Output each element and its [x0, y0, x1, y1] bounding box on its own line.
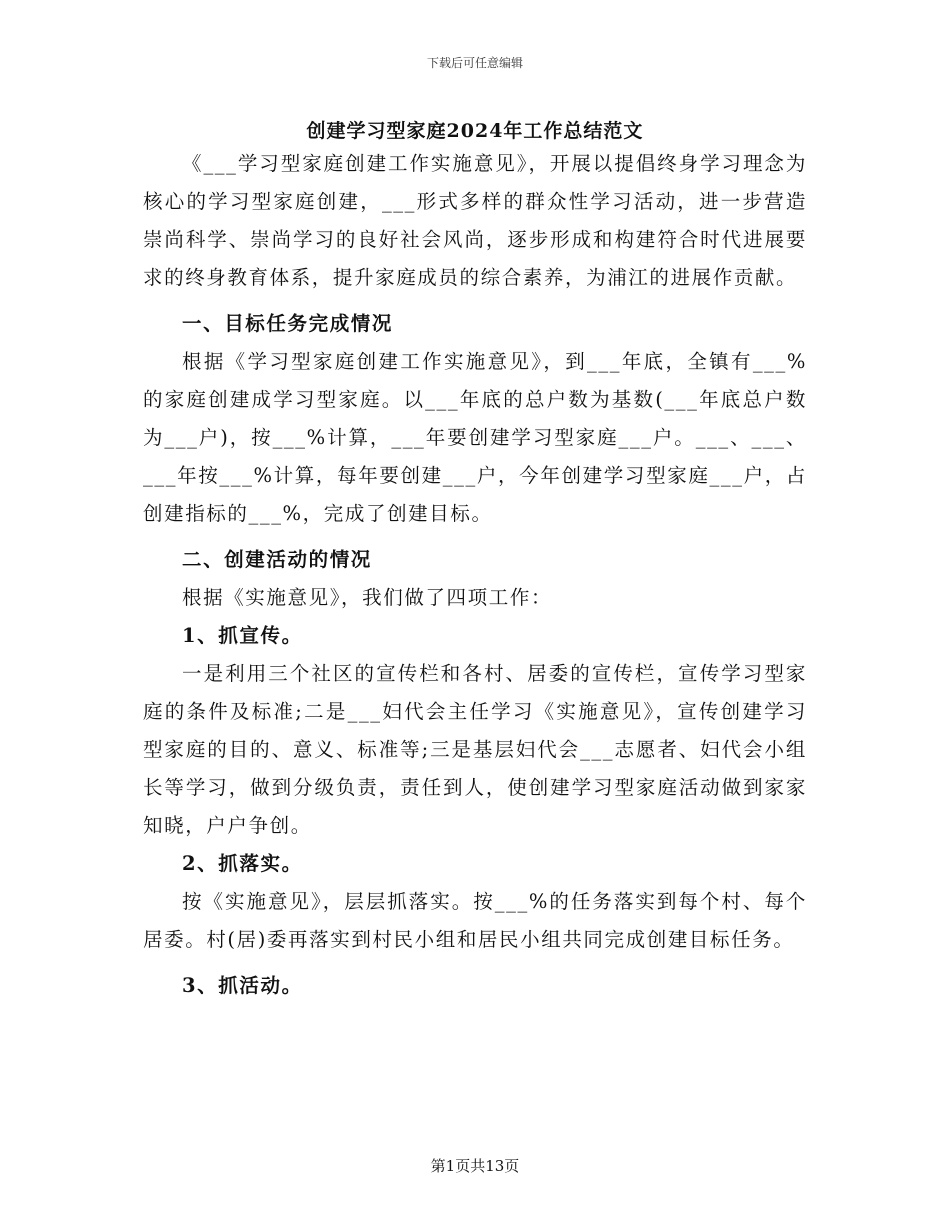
intro-paragraph: 《___学习型家庭创建工作实施意见》，开展以提倡终身学习理念为核心的学习型家庭创建，___形式多样的群众性学习活动，进一步营造崇尚科学、崇尚学习的良好社会风尚，逐步形成和构建符合时代进展要求的终身教育体系，提升家庭成员的综合素养，为浦江的进展作贡献。	[143, 152, 807, 289]
item-heading-activities: 3、抓活动。	[182, 974, 303, 997]
item-paragraph-implementation: 按《实施意见》，层层抓落实。按___%的任务落实到每个村、每个居委。村(居)委再落实到村民小组和居民小组共同完成创建目标任务。	[143, 890, 807, 951]
header-note: 下载后可任意编辑	[426, 56, 523, 70]
document-title: 创建学习型家庭2024年工作总结范文	[306, 120, 644, 142]
item-heading-implementation: 2、抓落实。	[182, 852, 303, 875]
item-paragraph-publicity: 一是利用三个社区的宣传栏和各村、居委的宣传栏，宣传学习型家庭的条件及标准;二是___妇代会主任学习《实施意见》，宣传创建学习型家庭的目的、意义、标准等;三是基层妇代会___志愿者、妇代会小组长等学习，做到分级负责，责任到人，使创建学习型家庭活动做到家家知晓，户户争创。	[143, 662, 807, 837]
section-heading-activities: 二、创建活动的情况	[182, 548, 372, 571]
item-heading-publicity: 1、抓宣传。	[182, 624, 303, 647]
section-paragraph-activities: 根据《实施意见》，我们做了四项工作：	[182, 586, 553, 609]
section-paragraph-goals: 根据《学习型家庭创建工作实施意见》，到___年底，全镇有___%的家庭创建成学习型家庭。以___年底的总户数为基数(___年底总户数为___户)，按___%计算，___年要创建学习型家庭___户。___、___、___年按___%计算，每年要创建___户，今年创建学习型家庭___户，占创建指标的___%，完成了创建目标。	[143, 350, 807, 525]
document-body	[143, 145, 807, 1005]
page-number: 第1页共13页	[430, 1157, 520, 1175]
section-heading-goals: 一、目标任务完成情况	[182, 312, 394, 335]
